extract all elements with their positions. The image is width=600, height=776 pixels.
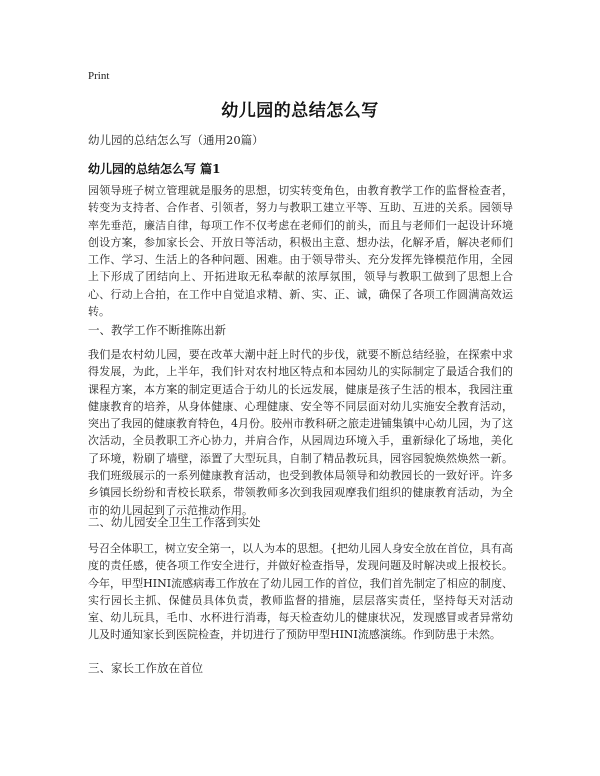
heading-teaching: 一、教学工作不断推陈出新 (88, 323, 226, 337)
heading-parents: 三、家长工作放在首位 (88, 661, 203, 675)
document-subtitle: 幼儿园的总结怎么写（通用20篇） (88, 133, 264, 147)
section-title: 幼儿园的总结怎么写 篇1 (88, 162, 221, 176)
heading-safety: 二、幼儿园安全卫生工作落到实处 (88, 515, 261, 529)
paragraph-safety: 号召全体职工，树立安全第一，以人为本的思想。{把幼儿园人身安全放在首位，具有高度的责任感，使各项工作安全进行，并做好检查指导，发现问题及时解决或上报校长。今年，甲型HINI流感病毒工作放在了幼儿园工作的首位，我们首先制定了相应的制度、实行园长主抓、保健员具体负责，教师监督的措施，层层落实责任，坚持每天对活动室、幼儿玩具，毛巾、水杯进行消毒，每天检查幼儿的健康状况，发现感冒或者异常幼儿及时通知家长到医院检查，并切进行了预防甲型HINI流感演练。作到防患于未然。 (88, 542, 513, 642)
print-label: Print (88, 70, 110, 82)
paragraph-leadership: 园领导班子树立管理就是服务的思想，切实转变角色，由教育教学工作的监督检查者，转变为支持者、合作者、引领者，努力与教职工建立平等、互助、互进的关系。园领导率先垂范，廉洁自律，每项工作不仅考虑在老师们的前头，而且与老师们一起设计环境创设方案，参加家长会、开放日等活动，积极出主意、想办法，化解矛盾，解决老师们工作、学习、生活上的各种问题、困难。由于领导带头、充分发挥先锋模范作用，全园上下形成了团结向上、开拓进取无私奉献的浓厚氛围，领导与教职工做到了思想上合心、行动上合拍，在工作中自觉追求精、新、实、正、诚，确保了各项工作圆满高效运转。 (88, 184, 513, 319)
page-title: 幼儿园的总结怎么写 (221, 101, 379, 121)
paragraph-teaching: 我们是农村幼儿园，要在改革大潮中赶上时代的步伐，就要不断总结经验，在探索中求得发展，为此，上半年，我们针对农村地区特点和本园幼儿的实际制定了最适合我们的课程方案，本方案的制定更适合于幼儿的长远发展，健康是孩子生活的根本，我园注重健康教育的培养，从身体健康、心理健康、安全等不同层面对幼儿实施安全教育活动，突出了我园的健康教育特色，4月份。胶州市教科研之旅走进铺集镇中心幼儿园，为了这次活动，全员教职工齐心协力，并肩合作，从园周边环境入手，重新绿化了场地，美化了环境，粉刷了墙壁，添置了大型玩具，自制了精品教玩具，园容园貌焕然焕然一新。我们班级展示的一系列健康教育活动，也受到教体局领导和幼教园长的一致好评。许多乡镇园长纷纷和青校长联系，带领教师多次到我园观摩我们组织的健康教育活动，为全市的幼儿园起到了示范推动作用。 (88, 348, 513, 517)
